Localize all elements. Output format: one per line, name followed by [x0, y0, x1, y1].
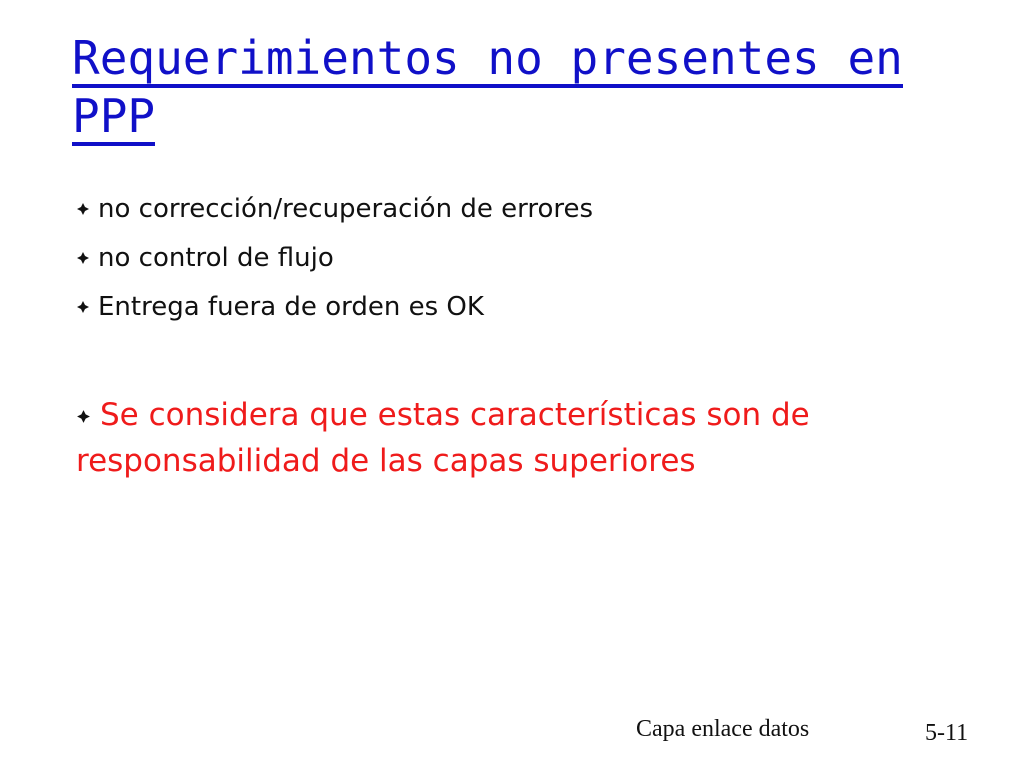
highlight-paragraph: [76, 392, 956, 484]
diamond-bullet-icon: [76, 409, 100, 424]
bullet-item-2: [76, 233, 956, 282]
title-line-1-text: Requerimientos no presentes en: [72, 32, 903, 88]
bullet-text-1: no corrección/recuperación de errores: [98, 193, 594, 224]
bullet-item-1: [76, 184, 956, 233]
highlight-text: Se considera que estas características son de responsabilidad de las capas superiores: [76, 397, 810, 479]
slide-number: 5-11: [925, 720, 969, 746]
slide-title: [72, 30, 932, 146]
bullet-text-3: Entrega fuera de orden es OK: [98, 291, 484, 322]
bullet-text-2: no control de flujo: [98, 242, 334, 273]
bullet-list: [76, 184, 956, 331]
title-line-2: [72, 88, 932, 146]
footer-section-label: Capa enlace datos: [636, 716, 810, 742]
title-line-2-text: PPP: [72, 90, 155, 146]
bullet-item-3: [76, 282, 956, 331]
diamond-bullet-icon: [76, 202, 98, 216]
diamond-bullet-icon: [76, 251, 98, 265]
title-line-1: [72, 30, 932, 88]
diamond-bullet-icon: [76, 300, 98, 314]
